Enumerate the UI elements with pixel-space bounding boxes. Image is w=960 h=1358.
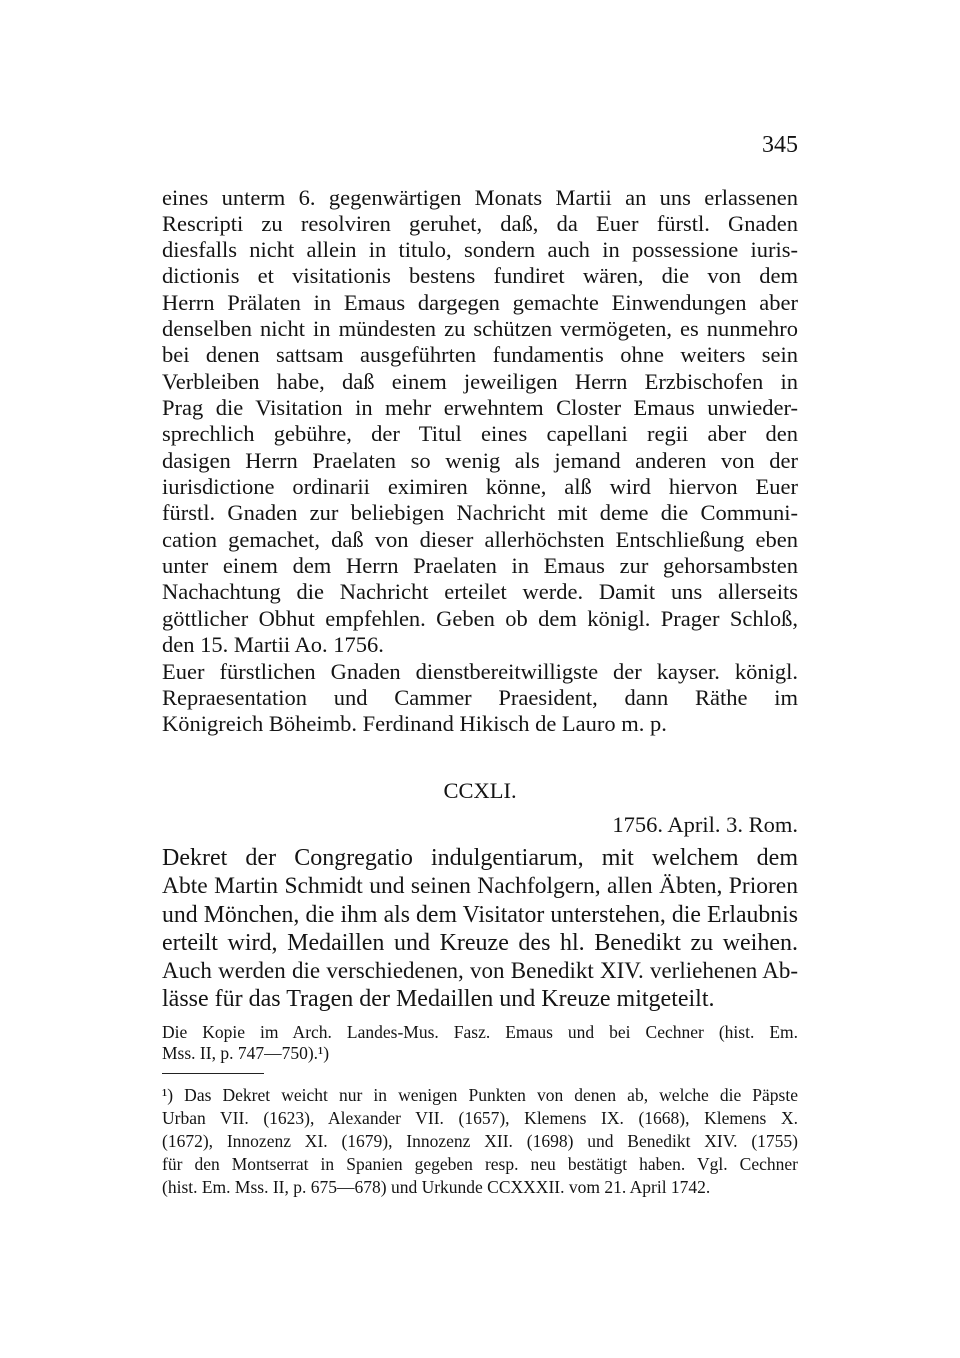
body-line: bei denen sattsam ausgeführten fundamentis ohne weiters sein [162, 342, 798, 367]
summary-line: und Mönchen, die ihm als dem Visitator unterstehen, die Erlaubnis [162, 902, 798, 928]
summary-line: erteilt wird, Medaillen und Kreuze des hl. Benedikt zu weihen. [162, 930, 798, 956]
footnote-line: ¹) Das Dekret weicht nur in wenigen Punkten von denen ab, welche die Päpste [162, 1085, 798, 1105]
body-line: unter einem dem Herrn Praelaten in Emaus zur gehorsambsten [162, 553, 798, 578]
source-note-line: Die Kopie im Arch. Landes-Mus. Fasz. Emaus und bei Cechner (hist. Em. [162, 1022, 798, 1042]
footnote-line: für den Montserrat in Spanien gegeben resp. neu bestätigt haben. Vgl. Cechner [162, 1154, 798, 1174]
body-line: Prag die Visitation in mehr erwehntem Closter Emaus unwieder- [162, 395, 798, 420]
footnote-rule [162, 1073, 264, 1074]
summary-line: Dekret der Congregatio indulgentiarum, mit welchem dem [162, 845, 798, 871]
body-line: Repraesentation und Cammer Praesident, dann Räthe im [162, 685, 798, 710]
document-date-line: 1756. April. 3. Rom. [612, 812, 798, 837]
summary-line: Auch werden die verschiedenen, von Benedikt XIV. verliehenen Ab- [162, 958, 798, 983]
body-line: Verbleiben habe, daß einem jeweiligen Herrn Erzbischofen in [162, 369, 798, 394]
body-line: Herrn Prälaten in Emaus dargegen gemachte Einwendungen aber [162, 290, 798, 315]
summary-line: lässe für das Tragen der Medaillen und Kreuze mitgeteilt. [162, 986, 715, 1012]
body-line: cation gemachet, daß von dieser allerhöchsten Entschließung eben [162, 527, 798, 552]
document-heading: CCXLI. [443, 778, 517, 803]
body-line: denselben nicht in mündesten zu schützen vermögeten, es nunmehro [162, 316, 798, 341]
body-line: göttlicher Obhut empfehlen. Geben ob dem königl. Prager Schloß, [162, 606, 798, 631]
source-note-line: Mss. II, p. 747—750).¹) [162, 1043, 330, 1063]
footnote-line: (1672), Innozenz XI. (1679), Innozenz XII. (1698) und Benedikt XIV. (1755) [162, 1131, 798, 1151]
footnote-line: Urban VII. (1623), Alexander VII. (1657), Klemens IX. (1668), Klemens X. [162, 1108, 798, 1128]
body-line: Königreich Böheimb. Ferdinand Hikisch de Lauro m. p. [162, 711, 667, 736]
body-line: dasigen Herrn Praelaten so wenig als jemand anderen von der [162, 448, 798, 473]
body-line: den 15. Martii Ao. 1756. [162, 632, 384, 657]
body-line: Rescripti zu resolviren geruhet, daß, da Euer fürstl. Gnaden [162, 211, 798, 236]
footnote-line: (hist. Em. Mss. II, p. 675—678) und Urkunde CCXXXII. vom 21. April 1742. [162, 1177, 711, 1197]
body-line: iurisdictione ordinarii eximiren könne, alß wird hiervon Euer [162, 474, 798, 499]
body-line: fürstl. Gnaden zur beliebigen Nachricht mit deme die Communi- [162, 500, 798, 525]
body-line: diesfalls nicht allein in titulo, sondern auch in possessione iuris- [162, 237, 798, 262]
body-line: Euer fürstlichen Gnaden dienstbereitwilligste der kayser. königl. [162, 659, 798, 684]
summary-line: Abte Martin Schmidt und seinen Nachfolgern, allen Äbten, Prioren [162, 873, 798, 899]
body-line: sprechlich gebühre, der Titul eines capellani regii aber den [162, 421, 798, 446]
page-number: 345 [762, 132, 798, 158]
body-line: Nachachtung die Nachricht erteilet werde. Damit uns allerseits [162, 579, 798, 604]
body-line: eines unterm 6. gegenwärtigen Monats Martii an uns erlassenen [162, 185, 798, 210]
body-line: dictionis et visitationis bestens fundiret wären, die von dem [162, 263, 798, 288]
